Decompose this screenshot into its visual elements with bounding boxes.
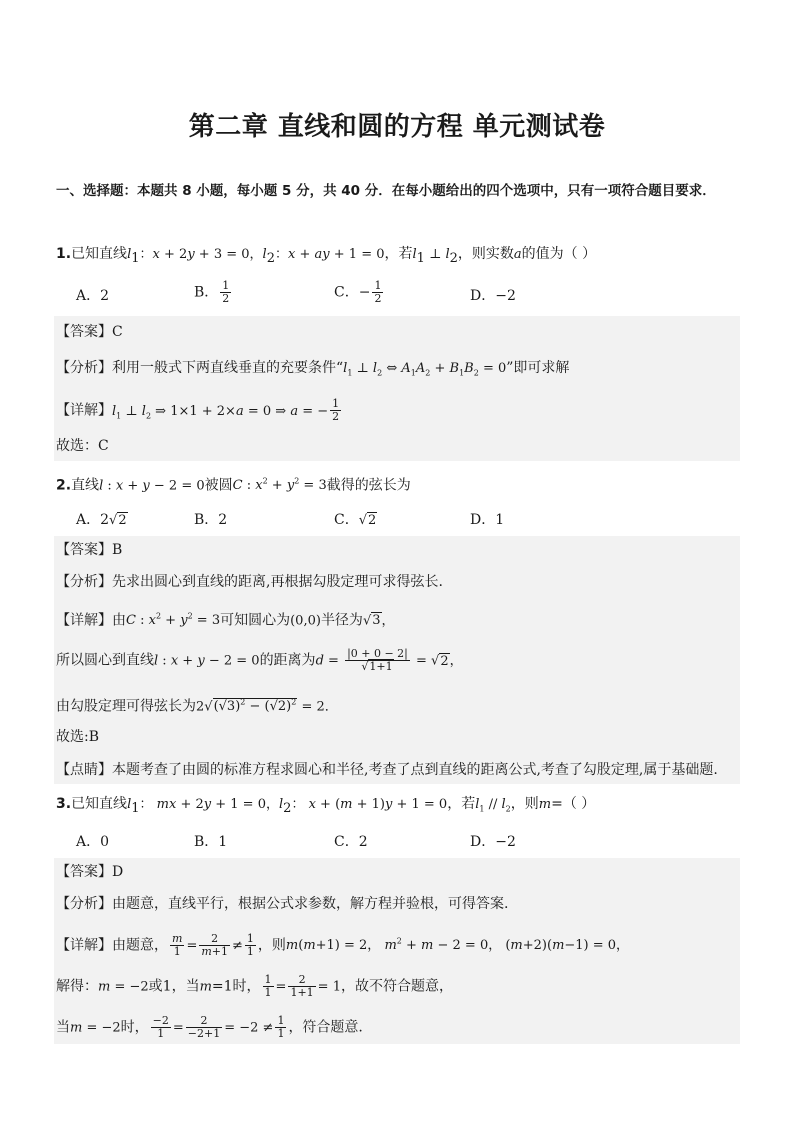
- question-2-stem: 2.直线l : x + y − 2 = 0被圆C : $x^2 + y^2 = 3$截得的弦长为: [56, 477, 411, 494]
- q1-detail: 【详解】$l_1$ ⊥ $l_2$ ⇒ 1×1 + 2×a = 0 ⇒ a = − $\frac{1}{2}$: [56, 397, 340, 423]
- question-1-stem: 1.已知直线$l_1$：x + 2y + 3 = 0，$l_2$：x + ay + 1 = 0，若$l_1$ ⊥ $l_2$，则实数a的值为（ ）: [56, 246, 597, 266]
- q2-answer: 【答案】B: [56, 542, 123, 558]
- option-c[interactable]: C．− $\frac{1}{2}$: [334, 279, 382, 305]
- question-1-solution: [54, 316, 740, 461]
- q1-conclusion: 故选：C: [56, 438, 109, 454]
- option-a[interactable]: A．0: [76, 834, 110, 850]
- q2-distance: 所以圆心到直线l : x + y − 2 = 0的距离为d = $\frac{|0 + 0 - 2|}{√1+1}$ = √2，: [56, 647, 463, 673]
- q2-comment: 【点睛】本题考查了由圆的标准方程求圆心和半径,考查了点到直线的距离公式,考查了勾股定理,属于基础题.: [56, 762, 718, 778]
- q2-detail: 【详解】由C : $x^2 + y^2 = 3$可知圆心为(0,0)半径为√3，: [56, 612, 395, 629]
- option-b[interactable]: B．1: [194, 834, 228, 850]
- q3-detail: 【详解】由题意， $\frac{m}{1}$ = $\frac{2}{m+1}$ ≠ $\frac{1}{1}$ ，则m(m+1) = 2， $m^2 + m - 2 = 0$， (m+2)(m−1) = 0，: [56, 931, 630, 958]
- option-c[interactable]: C．√2: [334, 512, 377, 528]
- q1-analysis: 【分析】利用一般式下两直线垂直的充要条件“$l_1$ ⊥ $l_2$ ⇔ $A_1A_2 + B_1B_2 = 0$”即可求解: [56, 360, 570, 378]
- q3-check: 当m = −2时， $\frac{-2}{1}$ = $\frac{2}{-2+1}$ = −2 ≠ $\frac{1}{1}$ ，符合题意.: [56, 1014, 363, 1040]
- option-b[interactable]: B．2: [194, 512, 228, 528]
- option-d[interactable]: D．−2: [470, 834, 516, 850]
- option-a[interactable]: A．2: [76, 288, 110, 304]
- option-b[interactable]: B． $\frac{1}{2}$: [194, 279, 230, 305]
- q1-answer: 【答案】C: [56, 324, 123, 340]
- q3-answer: 【答案】D: [56, 864, 124, 880]
- option-d[interactable]: D．1: [470, 512, 505, 528]
- option-d[interactable]: D．−2: [470, 288, 516, 304]
- question-3-stem: 3.已知直线$l_1$： mx + 2y + 1 = 0，$l_2$： x + (m + 1)y + 1 = 0，若$l_1 // l_2$，则m=（ ）: [56, 796, 596, 816]
- page-title: 第二章 直线和圆的方程 单元测试卷: [188, 112, 606, 142]
- option-c[interactable]: C．2: [334, 834, 368, 850]
- section-heading: 一、选择题：本题共 8 小题，每小题 5 分，共 40 分．在每小题给出的四个选项中，只有一项符合题目要求．: [56, 183, 716, 199]
- q2-conclusion: 故选:B: [56, 729, 100, 745]
- option-a[interactable]: A．2√2: [76, 512, 127, 528]
- q2-chord: 由勾股定理可得弦长为$2√(√3)^2 - (√2)^2 = 2$．: [56, 698, 338, 715]
- q3-analysis: 【分析】由题意，直线平行，根据公式求参数，解方程并验根，可得答案.: [56, 896, 509, 912]
- q3-solve: 解得：m = −2或1，当m=1时， $\frac{1}{1}$ = $\frac{2}{1+1}$ = 1，故不符合题意，: [56, 973, 453, 999]
- q2-analysis: 【分析】先求出圆心到直线的距离,再根据勾股定理可求得弦长.: [56, 574, 443, 590]
